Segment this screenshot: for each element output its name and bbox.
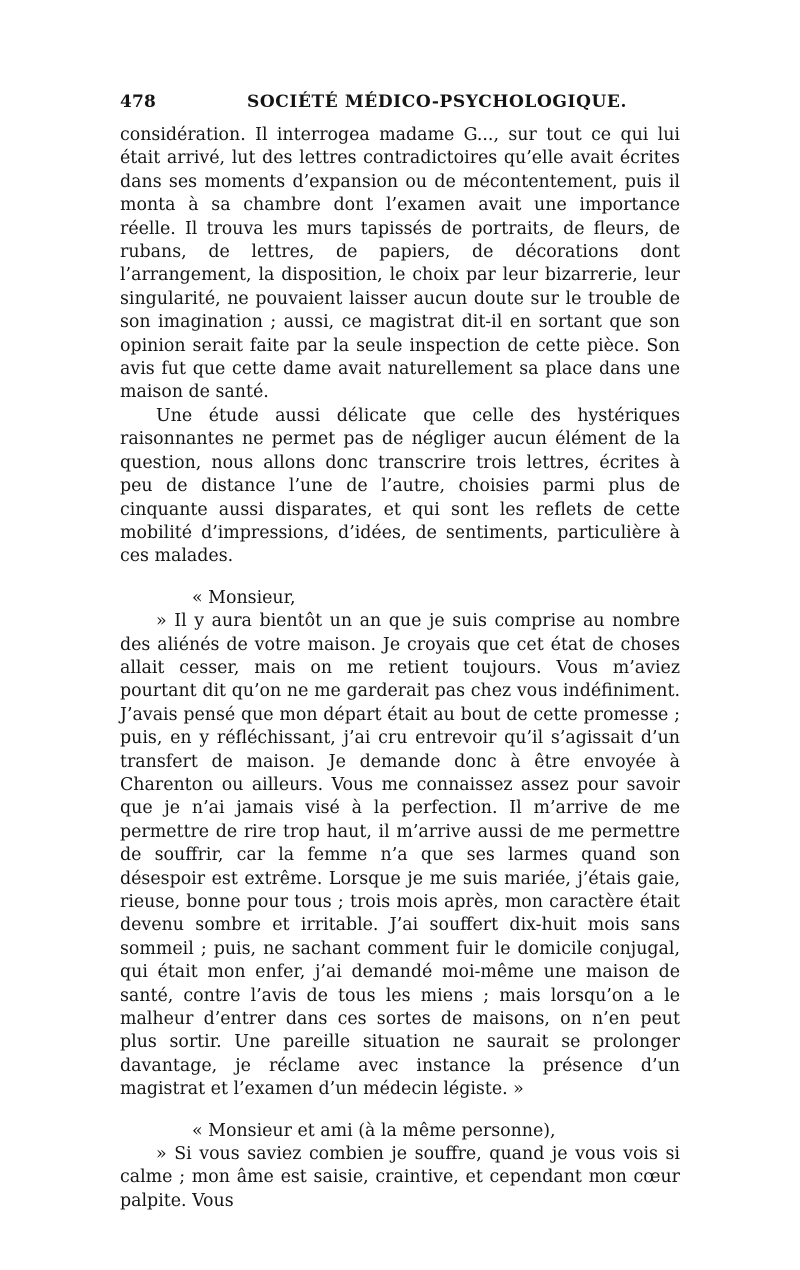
spacer <box>120 1102 680 1120</box>
page-body <box>120 124 680 1213</box>
paragraph-study: Une étude aussi délicate que celle des hystériques raisonnantes ne permet pas de négliger aucun élément de la question, nous allons donc transcrire trois lettres, écrites à peu de distance l’une de l’autre, choisies parmi plus de cinquante aussi disparates, et qui sont les reflets de cette mobilité d’impressions, d’idées, de sentiments, particulière à ces malades. <box>120 405 680 567</box>
letter-salutation-1: « Monsieur, <box>192 587 296 608</box>
letter-body-2: » Si vous saviez combien je souffre, quand je vous vois si calme ; mon âme est saisie, craintive, et cependant mon cœur palpite. Vous <box>120 1144 680 1211</box>
paragraph-continuation: considération. Il interrogea madame G..., sur tout ce qui lui était arrivé, lut des lettres contradictoires qu’elle avait écrites dans ses moments d’expansion ou de mécontentement, puis il monta à sa chambre dont l’examen avait une importance réelle. Il trouva les murs tapissés de portraits, de fleurs, de rubans, de lettres, de papiers, de décorations dont l’arrangement, la disposition, le choix par leur bizarrerie, leur singularité, ne pouvaient laisser aucun doute sur le trouble de son imagination ; aussi, ce magistrat dit-il en sortant que son opinion serait faite par la seule inspection de cette pièce. Son avis fut que cette dame avait naturellement sa place dans une maison de santé. <box>120 125 680 403</box>
page-number: 478 <box>120 92 157 112</box>
running-title: SOCIÉTÉ MÉDICO-PSYCHOLOGIQUE. <box>247 92 627 112</box>
page-header <box>120 92 680 118</box>
letter-salutation-2: « Monsieur et ami (à la même personne), <box>192 1120 556 1141</box>
spacer <box>120 569 680 587</box>
letter-body-1: » Il y aura bientôt un an que je suis comprise au nombre des aliénés de votre maison. Je croyais que cet état de choses allait cesser, mais on me retient toujours. Vous m’aviez pourtant dit qu’on ne me garderait pas chez vous indéfiniment. J’avais pensé que mon départ était au bout de cette promesse ; puis, en y réfléchissant, j’ai cru entrevoir qu’il s’agissait d’un transfert de maison. Je demande donc à être envoyée à Charenton ou ailleurs. Vous me connaissez assez pour savoir que je n’ai jamais visé à la perfection. Il m’arrive de me permettre de rire trop haut, il m’arrive aussi de me permettre de souffrir, car la femme n’a que ses larmes quand son désespoir est extrême. Lorsque je me suis mariée, j’étais gaie, rieuse, bonne pour tous ; trois mois après, mon caractère était devenu sombre et irritable. J’ai souffert dix-huit mois sans sommeil ; puis, ne sachant comment fuir le domicile conjugal, qui était mon enfer, j’ai demandé moi-même une maison de santé, contre l’avis de tous les miens ; mais lorsqu’on a le malheur d’entrer dans ces sortes de maisons, on n’en peut plus sortir. Une pareille situation ne saurait se prolonger davantage, je réclame avec instance la présence d’un magistrat et l’examen d’un médecin légiste. » <box>120 611 680 1100</box>
